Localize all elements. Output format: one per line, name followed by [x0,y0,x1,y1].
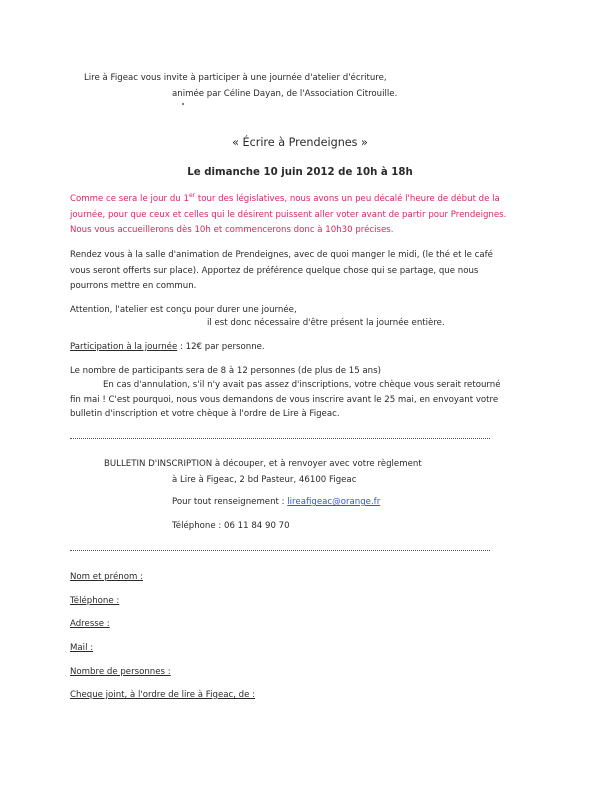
email-link[interactable]: lireafigeac@orange.fr [287,497,381,507]
scan-speck [182,103,184,105]
form-name-label: Nom et prénom : [70,572,143,582]
form-check-label: Cheque joint, à l'ordre de lire à Figeac, de : [70,690,256,700]
notice-line-1: Comme ce sera le jour du 1er tour des législatives, nous avons un peu décalé l'heure de début de la [70,192,500,204]
notice-line-3: Nous vous accueillerons dès 10h et commencerons donc à 10h30 précises. [70,225,394,235]
participants-line-3: fin mai ! C'est pourquoi, nous vous demandons de vous inscrire avant le 25 mai, en envoyant votre [70,395,499,405]
rdv-line-1: Rendez vous à la salle d'animation de Prendeignes, avec de quoi manger le midi, (le thé et le café [70,250,493,260]
form-phone-label: Téléphone : [70,596,120,606]
cut-line-top [70,438,490,439]
bulletin-phone: Téléphone : 06 11 84 90 70 [172,521,290,531]
attention-line-1: Attention, l'atelier est conçu pour durer une journée, [70,305,297,315]
intro-line-1: Lire à Figeac vous invite à participer à une journée d'atelier d'écriture, [84,73,387,83]
attention-line-2: il est donc nécessaire d'être présent la journée entière. [207,318,445,328]
participation-fee: Participation à la journée : 12€ par personne. [70,342,265,352]
bulletin-info: Pour tout renseignement : lireafigeac@orange.fr [172,497,381,507]
notice-line-2: journée, pour que ceux et celles qui le désirent puissent aller voter avant de partir pour Prendeignes. [70,210,507,220]
event-date: Le dimanche 10 juin 2012 de 10h à 18h [187,167,413,178]
rdv-line-2: vous seront offerts sur place). Apportez de préférence quelque chose qui se partage, que nous [70,266,479,276]
participants-line-4: bulletin d'inscription et votre chèque à l'ordre de Lire à Figeac. [70,409,340,419]
cut-line-bottom [70,550,490,551]
form-address-label: Adresse : [70,619,110,629]
form-persons-label: Nombre de personnes : [70,667,171,677]
participants-line-1: Le nombre de participants sera de 8 à 12 personnes (de plus de 15 ans) [70,366,381,376]
bulletin-line-1: BULLETIN D'INSCRIPTION à découper, et à renvoyer avec votre règlement [104,459,422,469]
intro-line-2: animée par Céline Dayan, de l'Association Citrouille. [172,89,398,99]
participants-line-2: En cas d'annulation, s'il n'y avait pas assez d'inscriptions, votre chèque vous serait retourné [103,380,501,390]
event-title: « Écrire à Prendeignes » [232,136,368,149]
rdv-line-3: pourrons mettre en commun. [70,281,197,291]
bulletin-line-2: à Lire à Figeac, 2 bd Pasteur, 46100 Figeac [172,475,357,485]
form-mail-label: Mail : [70,643,94,653]
